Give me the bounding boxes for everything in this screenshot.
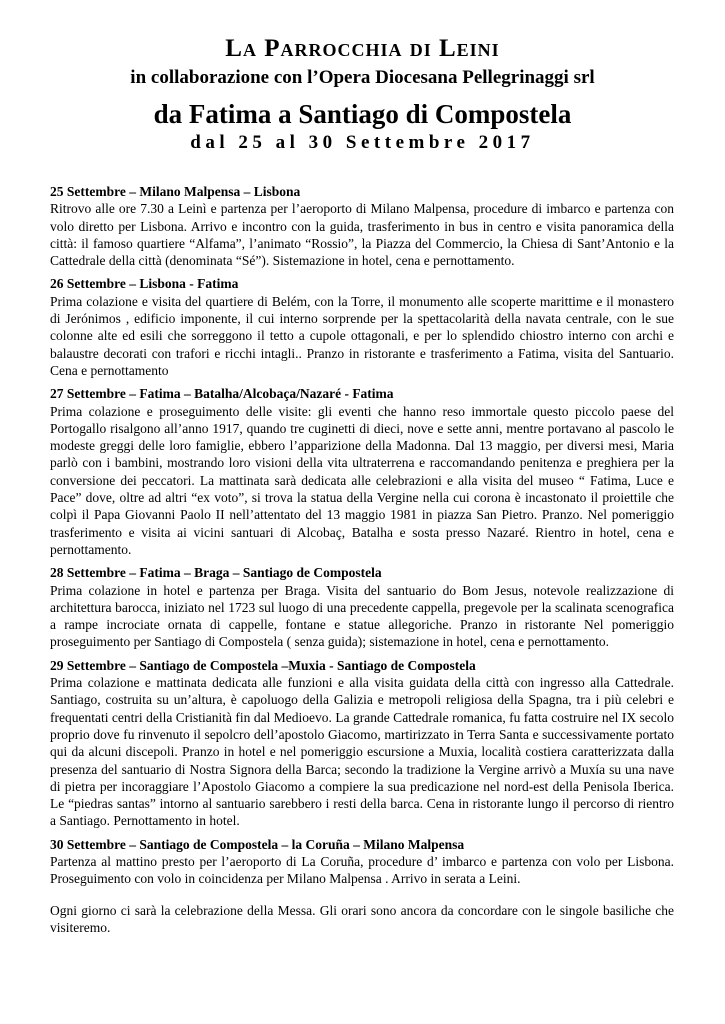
day-description: Prima colazione in hotel e partenza per Braga. Visita del santuario do Bom Jesus, notevole realizzazione di architettura barocca, iniziato nel 1723 sul luogo di una precedente cappella, pregevole per la scalinata scenografica a rampe incrociate ornata di cappelle, fontane e statue allegoriche. Pranzo in ristorante Nel pomeriggio proseguimento per Santiago di Compostela ( senza guida); sistemazione in hotel, cena e pernottamento.: [50, 582, 674, 650]
itinerary-day-6: [50, 836, 674, 888]
itinerary-day-3: [50, 385, 674, 558]
itinerary-day-1: [50, 183, 674, 269]
day-description: Prima colazione e mattinata dedicata alle funzioni e alla visita guidata della città con ingresso alla Cattedrale. Santiago, costruita su un’altura, è capoluogo della Galizia e metropoli religiosa della Spagna, tra i più celebri e frequentati centri della Cristianità fin dal Medioevo. La grande Cattedrale romanica, fu fatta costruire nel IX secolo proprio dove fu rinvenuto il sepolcro dell’apostolo Giacomo, martirizzato in Terra Santa e successivamente portato qui da alcuni discepoli. Pranzo in hotel e nel pomeriggio escursione a Muxia, località costiera caratterizzata dalla presenza del santuario di Nostra Signora della Barca; secondo la tradizione la Vergine arrivò a Muxía su una nave di pietra per incoraggiare l’Apostolo Giacomo a compiere la sua predicazione nel nord-est della Penisola Iberica. Le “piedras santas” intorno al santuario sarebbero i resti della barca. Cena in ristorante lungo il percorso di rientro a Santiago. Pernottamento in hotel.: [50, 675, 674, 829]
itinerary: [50, 183, 674, 936]
day-heading: 28 Settembre – Fatima – Braga – Santiago de Compostela: [50, 565, 382, 581]
collaboration-subtitle: in collaborazione con l’Opera Diocesana Pellegrinaggi srl: [130, 67, 595, 88]
day-heading: 29 Settembre – Santiago de Compostela –Muxia - Santiago de Compostela: [50, 657, 476, 673]
day-description: Prima colazione e visita del quartiere di Belém, con la Torre, il monumento alle scoperte marittime e il monastero di Jerónimos , edificio imponente, il cui interno sorprende per la spettacolarità della navata centrale, con le sue colonne alte ed esili che sorreggono il tetto a cupole ottagonali, e per lo splendido chiostro interno con archi e balaustre decorati con trafori e ricchi intagli.. Pranzo in ristorante e trasferimento a Fatima, visita del Santuario. Cena e pernottamento: [50, 293, 674, 378]
document-header: [0, 34, 725, 155]
day-heading: 25 Settembre – Milano Malpensa – Lisbona: [50, 184, 301, 199]
parish-title: La Parrocchia di Leini: [225, 35, 500, 62]
itinerary-day-5: [50, 657, 674, 830]
itinerary-day-4: [50, 564, 674, 650]
day-heading: 30 Settembre – Santiago de Compostela – la Coruña – Milano Malpensa: [50, 836, 465, 852]
closing-note: Ogni giorno ci sarà la celebrazione della Messa. Gli orari sono ancora da concordare con le singole basiliche che visiteremo.: [50, 902, 674, 935]
day-description: Ritrovo alle ore 7.30 a Leinì e partenza per l’aeroporto di Milano Malpensa, procedure di imbarco e partenza con volo diretto per Lisbona. Arrivo e incontro con la guida, trasferimento in bus in centro e visita panoramica della città: il famoso quartiere “Alfama”, l’animato “Rossio”, la Piazza del Commercio, la Chiesa di Sant’Antonio e la Cattedrale della città (denominata “Sé”). Sistemazione in hotel, cena e pernottamento.: [50, 201, 674, 269]
day-description: Prima colazione e proseguimento delle visite: gli eventi che hanno reso immortale questo piccolo paese del Portogallo risalgono all’anno 1917, quando tre cuginetti di dieci, nove e sette anni, mentre portavano al pascolo le modeste greggi delle loro famiglie, ebbero l’apparizione della Madonna. Dal 13 maggio, per diversi mesi, Maria parlò con i bambini, mostrando loro visioni della vita ultraterrena e raccomandando penitenza e preghiera per la conversione dei peccatori. La mattinata sarà dedicata alle celebrazioni e alla visita del museo “ Fatima, Luce e Pace” dove, oltre ad altri “ex voto”, si trova la statua della Vergine nella cui corona è incastonato il proiettile che colpì il Papa Giovanni Paolo II nell’attentato del 13 maggio 1981 in piazza San Pietro. Pranzo. Nel pomeriggio trasferimento e visita ai vicini santuari di Alcobaç, Batalha e sosta presso Nazaré. Rientro in hotel, cena e pernottamento.: [50, 403, 674, 557]
itinerary-day-2: [50, 275, 674, 379]
trip-dates: dal 25 al 30 Settembre 2017: [190, 132, 535, 153]
day-description: Partenza al mattino presto per l’aeroporto di La Coruña, procedure d’ imbarco e partenza con volo per Lisbona. Proseguimento con volo in coincidenza per Milano Malpensa . Arrivo in serata a Leini.: [50, 853, 674, 887]
day-heading: 27 Settembre – Fatima – Batalha/Alcobaça/Nazaré - Fatima: [50, 386, 394, 402]
day-heading: 26 Settembre – Lisbona - Fatima: [50, 276, 239, 292]
trip-title: da Fatima a Santiago di Compostela: [153, 99, 572, 129]
